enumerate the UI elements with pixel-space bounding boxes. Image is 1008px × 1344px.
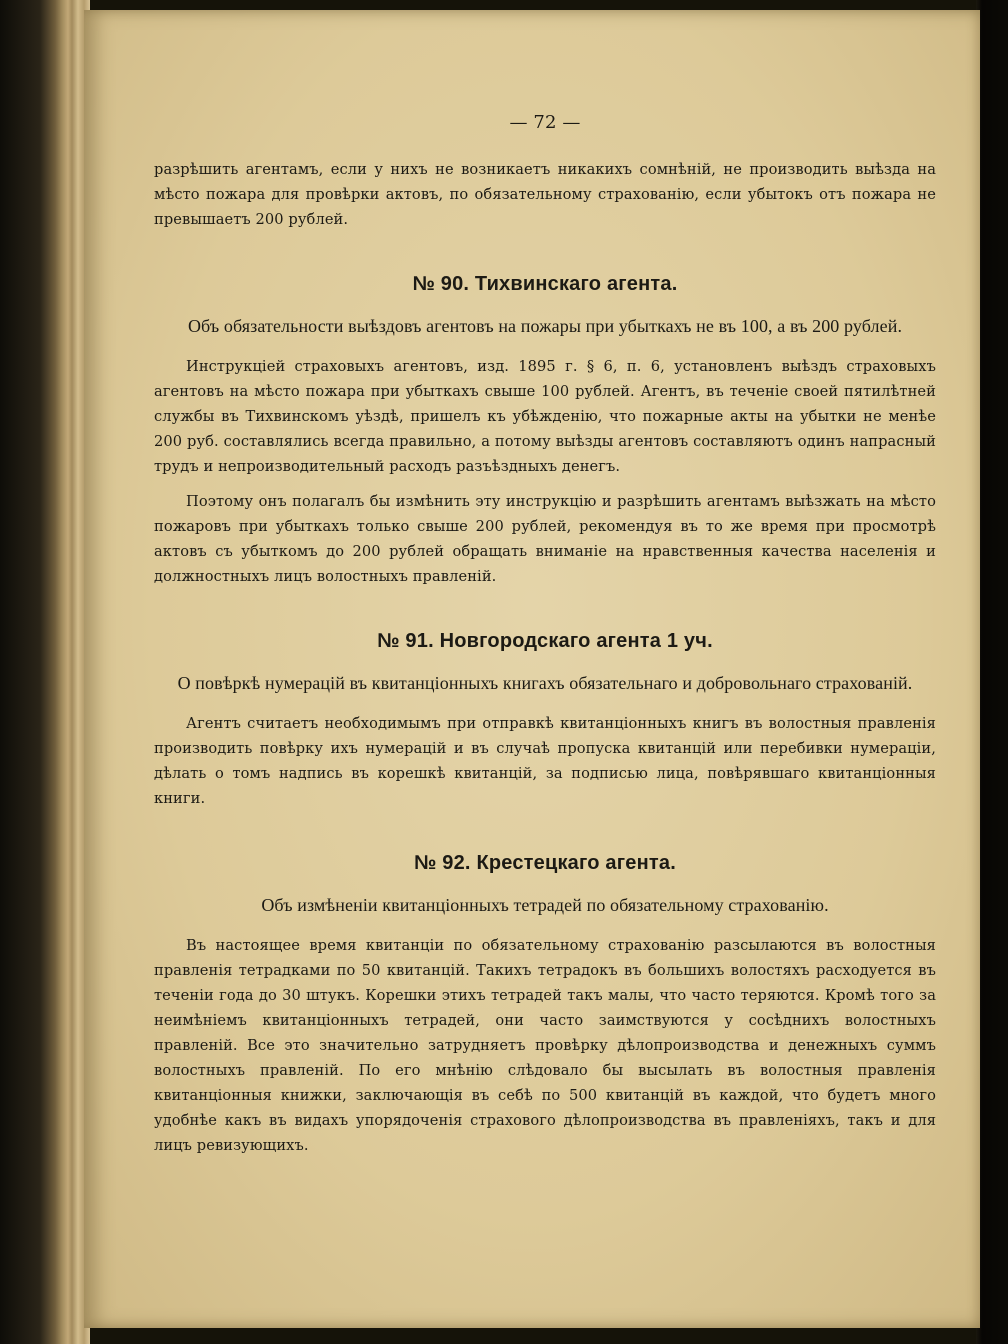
section-subheading: Объ измѣненіи квитанціонныхъ тетрадей по обязательному страхованію. [261,895,829,915]
body-paragraph: Агентъ считаетъ необходимымъ при отправкѣ квитанціонныхъ книгъ въ волостныя правленія производить повѣрку ихъ нумерацій и въ случаѣ пропуска квитанцій или перебивки нумераціи, дѣлать о томъ надпись въ корешкѣ квитанцій, за подписью лица, повѣрявшаго квитанціонныя книги. [154,715,936,807]
section-subheading: Объ обязательности выѣздовъ агентовъ на пожары при убыткахъ не въ 100, а въ 200 рублей. [187,316,903,336]
section-heading: № 91. Новгородскаго агента 1 уч. [377,630,713,652]
paper-page [84,10,980,1328]
section-91 [154,629,936,811]
scan-border [976,0,1008,1344]
page-number: — 72 — [509,112,581,133]
body-paragraph: Инструкціей страховыхъ агентовъ, изд. 1895 г. § 6, п. 6, установленъ выѣздъ страховыхъ агентовъ на мѣсто пожара при убыткахъ свыше 100 рублей. Агентъ, въ теченіе своей пятилѣтней службы въ Тихвинскомъ уѣздѣ, пришелъ къ убѣжденію, что пожарные акты на убытки не менѣе 200 руб. составлялись всегда правильно, а потому выѣзды агентовъ составляютъ одинъ напрасный трудъ и непроизводительный расходъ разъѣздныхъ денегъ. [154,358,936,475]
body-paragraph: Поэтому онъ полагалъ бы измѣнить эту инструкцію и разрѣшить агентамъ выѣзжать на мѣсто пожаровъ при убыткахъ только свыше 200 рублей, рекомендуя въ то же время при просмотрѣ актовъ съ убыткомъ до 200 рублей обращать вниманіе на нравственныя качества населенія и должностныхъ лицъ волостныхъ правленій. [154,493,936,585]
section-heading: № 90. Тихвинскаго агента. [412,273,678,295]
page-content [154,110,936,1168]
section-subheading: О повѣркѣ нумерацій въ квитанціонныхъ книгахъ обязательнаго и добровольнаго страхованій. [177,673,913,693]
book-binding-edge [0,0,90,1344]
section-90 [154,272,936,589]
intro-paragraph: разрѣшить агентамъ, если у нихъ не возникаетъ никакихъ сомнѣній, не производить выѣзда на мѣсто пожара для провѣрки актовъ, по обязательному страхованію, если убытокъ отъ пожара не превышаетъ 200 рублей. [154,161,936,228]
section-heading: № 92. Крестецкаго агента. [414,852,676,874]
body-paragraph: Въ настоящее время квитанціи по обязательному страхованію разсылаются въ волостныя правленія тетрадками по 50 квитанцій. Такихъ тетрадокъ въ большихъ волостяхъ расходуется въ теченіи года до 30 штукъ. Корешки этихъ тетрадей такъ малы, что часто теряются. Кромѣ того за неимѣніемъ квитанціонныхъ тетрадей, они часто заимствуются у сосѣднихъ волостныхъ правленій. Все это значительно затрудняетъ провѣрку дѣлопроизводства и денежныхъ суммъ волостныхъ правленій. По его мнѣнію слѣдовало бы высылать въ волостныя правленія квитанціонныя книжки, заключающія въ себѣ по 500 квитанцій въ каждой, что будетъ много удобнѣе какъ въ видахъ упорядоченія страхового дѣлопроизводства въ правленіяхъ, такъ и для лицъ ревизующихъ. [154,937,936,1154]
section-92 [154,851,936,1158]
